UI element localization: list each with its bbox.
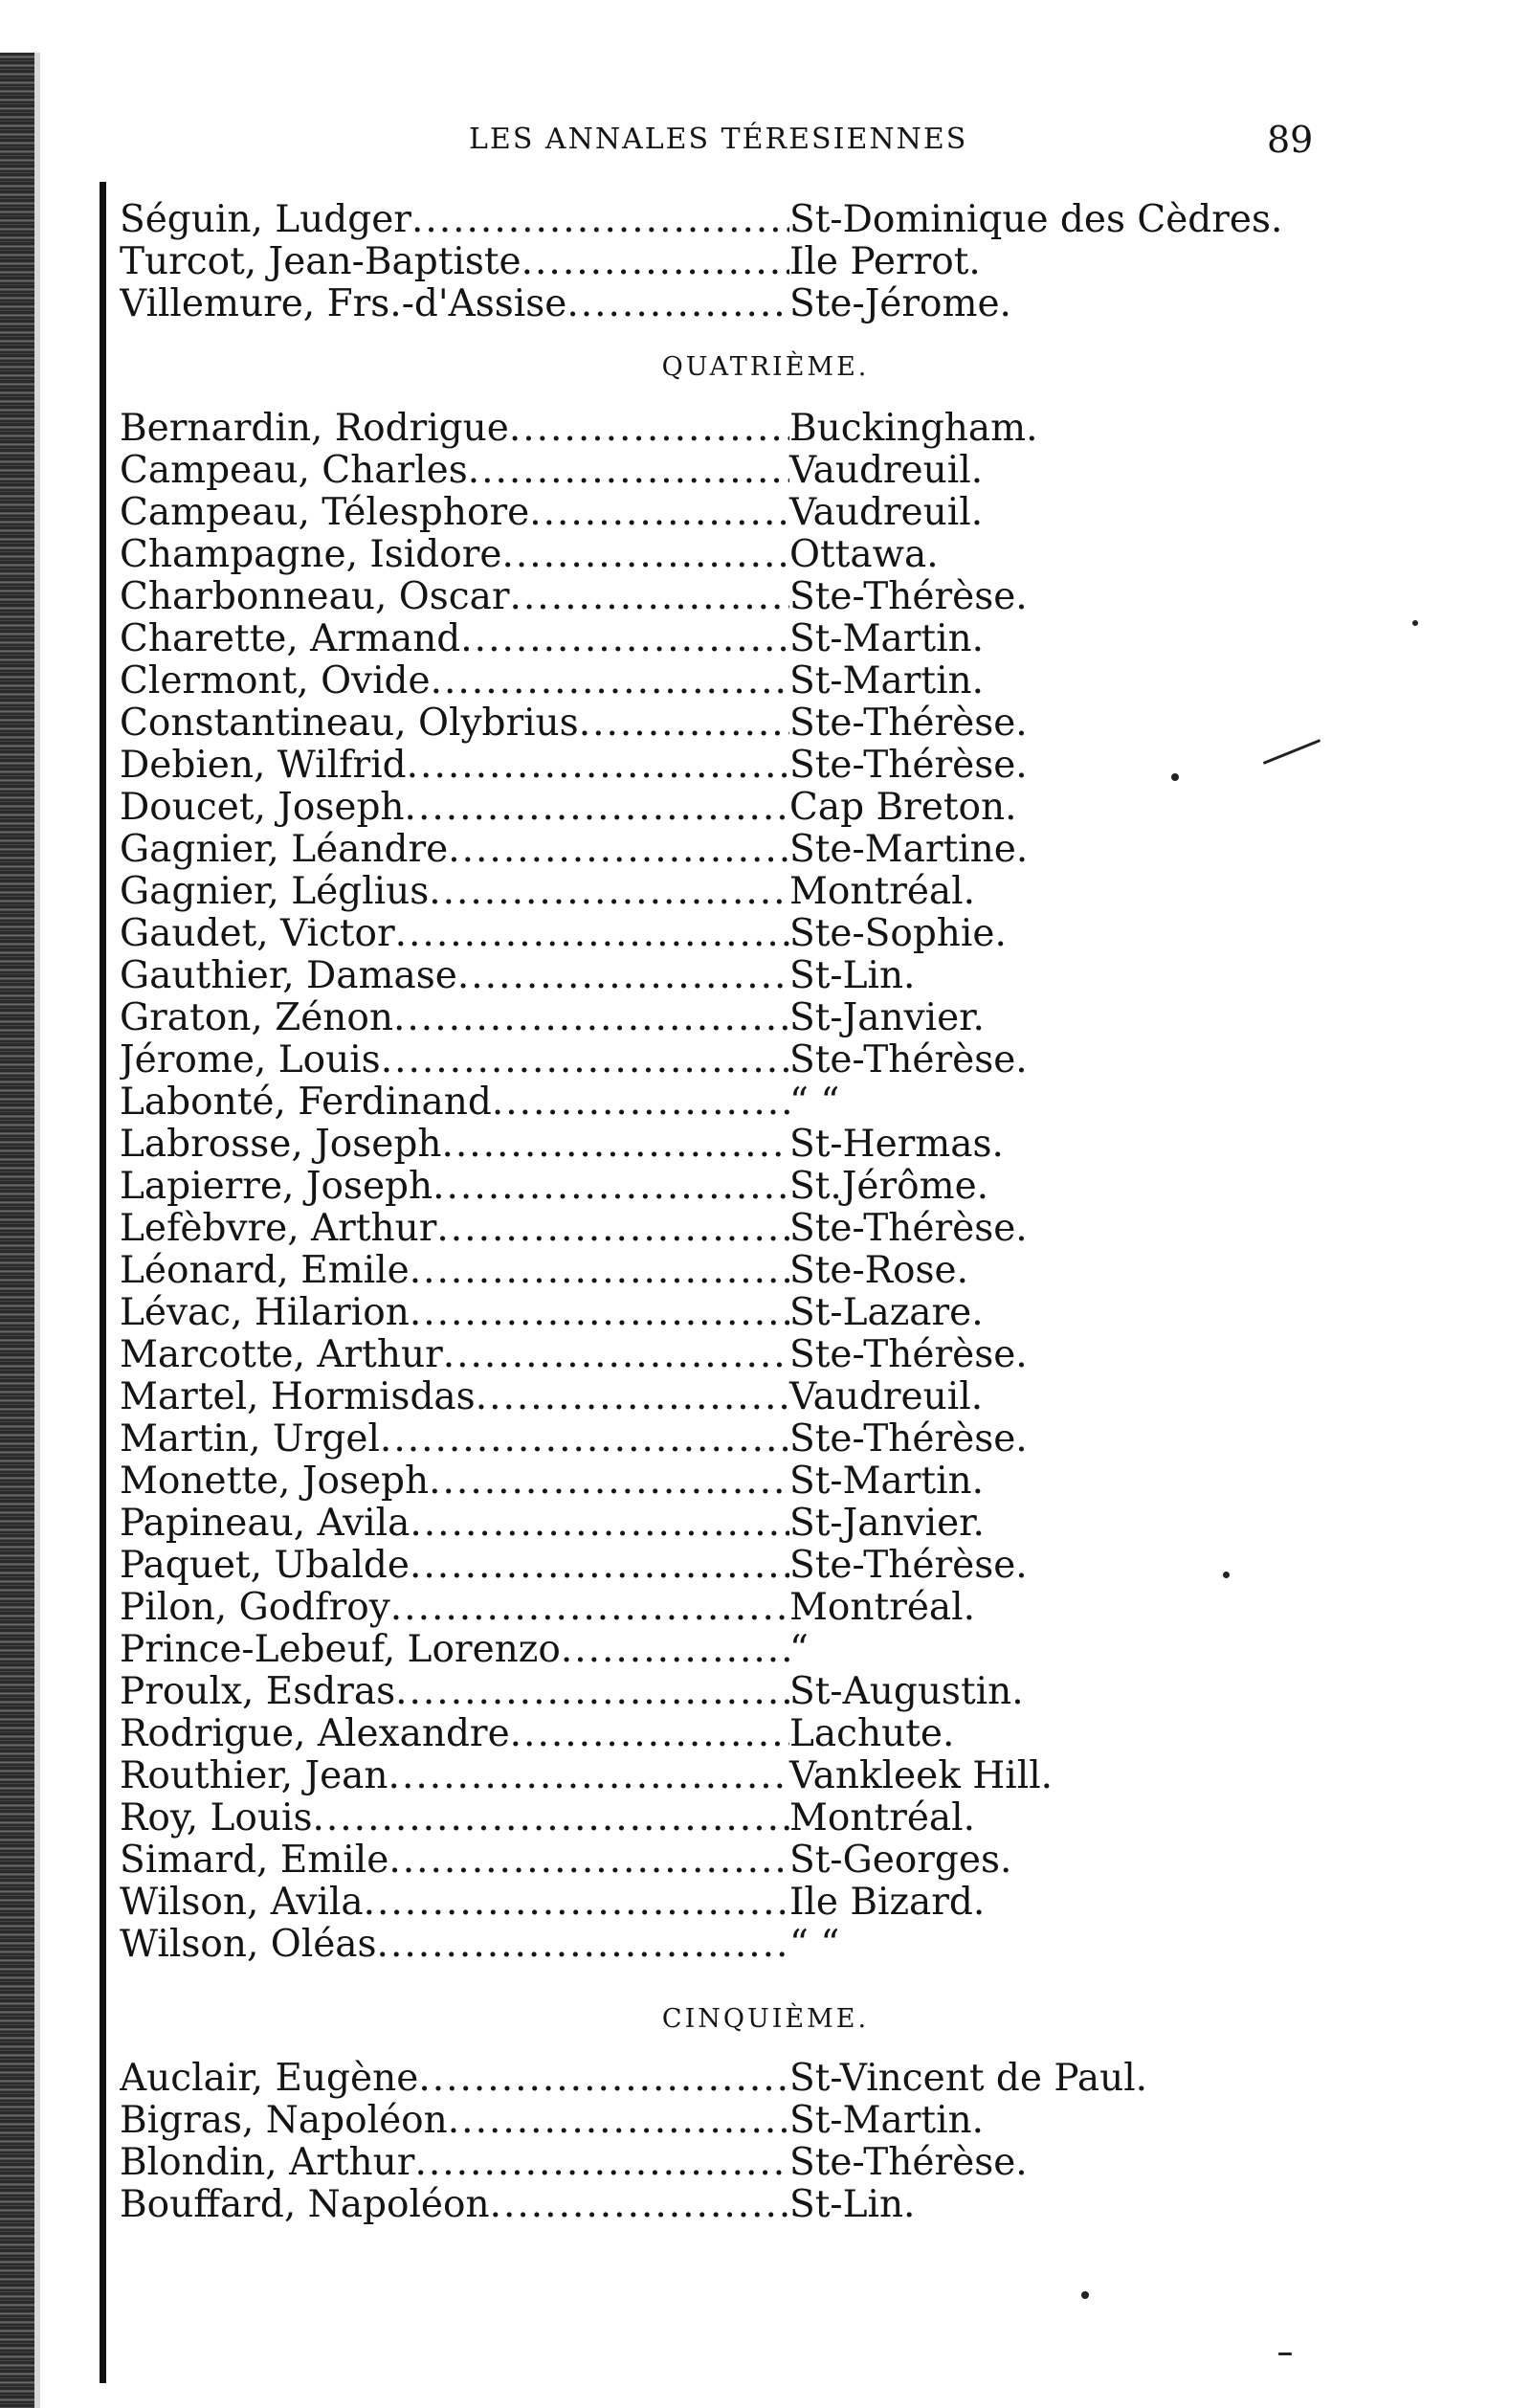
print-speck (1412, 620, 1418, 626)
student-name: Graton, Zénon (120, 997, 394, 1039)
hometown: Ste-Rose. (789, 1249, 968, 1292)
list-item (120, 702, 1364, 745)
hometown: St-Lazare. (789, 1291, 984, 1334)
list-item (120, 1713, 1364, 1755)
student-name: Monette, Joseph (120, 1460, 430, 1503)
student-name: Campeau, Télesphore (120, 492, 530, 534)
list-item (120, 997, 1364, 1039)
dot-leader (457, 955, 789, 997)
dot-leader (492, 1081, 789, 1124)
dot-leader (364, 1882, 789, 1924)
dot-leader (380, 1418, 789, 1460)
hometown: Ste-Jérome. (789, 282, 1011, 325)
dot-leader (436, 1208, 789, 1250)
student-name: Wilson, Avila (120, 1882, 364, 1924)
student-name: Labrosse, Joseph (120, 1124, 442, 1166)
student-name: Clermont, Ovide (120, 660, 431, 702)
hometown: Ste-Thérèse. (789, 702, 1028, 745)
list-item (120, 1250, 1364, 1292)
student-name: Gagnier, Léandre (120, 829, 449, 871)
hometown: Montréal. (789, 1586, 976, 1629)
hometown: Lachute. (789, 1712, 955, 1755)
hometown: Cap Breton. (789, 786, 1017, 829)
list-item (120, 450, 1364, 492)
student-name-cell (120, 241, 789, 283)
hometown: Ottawa. (789, 533, 939, 576)
student-name: Charbonneau, Oscar (120, 576, 510, 618)
list-item (120, 2058, 1364, 2100)
student-name: Lapierre, Joseph (120, 1166, 433, 1208)
student-name-cell (120, 1882, 789, 1924)
list-item (120, 534, 1364, 576)
student-name-cell (120, 492, 789, 534)
list-item (120, 241, 1364, 283)
student-name: Champagne, Isidore (120, 534, 502, 576)
print-speck (1171, 773, 1179, 781)
list-item (120, 1208, 1364, 1250)
student-name-cell (120, 199, 789, 241)
dot-leader (395, 1671, 789, 1713)
student-name: Marcotte, Arthur (120, 1334, 443, 1376)
hometown: St-Janvier. (789, 1502, 985, 1545)
student-name-cell (120, 871, 789, 913)
list-item (120, 1124, 1364, 1166)
student-name: Gauthier, Damase (120, 955, 457, 997)
list-item (120, 1629, 1364, 1671)
student-name: Lefèbvre, Arthur (120, 1208, 437, 1250)
hometown: St-Janvier. (789, 996, 985, 1039)
hometown: “ (789, 1628, 809, 1671)
student-name-cell (120, 1081, 789, 1124)
left-margin-rule (100, 182, 106, 2383)
list-item (120, 1545, 1364, 1587)
hometown: Vaudreuil. (789, 491, 984, 534)
student-name: Campeau, Charles (120, 450, 468, 492)
list-item (120, 1376, 1364, 1418)
hometown: Buckingham. (789, 407, 1038, 450)
dot-leader (410, 1545, 789, 1587)
list-item (120, 1587, 1364, 1629)
print-speck (1278, 2352, 1292, 2355)
student-name-cell (120, 1334, 789, 1376)
list-item (120, 283, 1364, 325)
student-name-cell (120, 2142, 789, 2184)
section-heading-cinquieme: CINQUIÈME. (661, 2004, 870, 2034)
section-heading-quatrieme: QUATRIÈME. (661, 352, 870, 382)
hometown: Vaudreuil. (789, 1375, 984, 1418)
dot-leader (388, 1755, 789, 1797)
dot-leader (501, 534, 789, 576)
student-name: Constantineau, Olybrius (120, 702, 579, 745)
dot-leader (509, 408, 789, 450)
entries-continued (120, 199, 1364, 325)
student-name: Blondin, Arthur (120, 2142, 415, 2184)
dot-leader (448, 2100, 789, 2142)
student-name-cell (120, 1713, 789, 1755)
running-title: LES ANNALES TÉRESIENNES (469, 123, 968, 156)
student-name: Séguin, Ludger (120, 199, 411, 241)
student-name-cell (120, 1797, 789, 1839)
student-name-cell (120, 1460, 789, 1503)
list-item (120, 199, 1364, 241)
student-name-cell (120, 702, 789, 745)
student-name-cell (120, 1208, 789, 1250)
list-item (120, 660, 1364, 702)
dot-leader (443, 1334, 789, 1376)
student-name-cell (120, 408, 789, 450)
dot-leader (411, 199, 789, 241)
list-item (120, 1460, 1364, 1503)
student-name: Doucet, Joseph (120, 787, 405, 829)
hometown: Ste-Thérèse. (789, 1038, 1028, 1081)
hometown: St-Hermas. (789, 1123, 1004, 1166)
student-name-cell (120, 745, 789, 787)
list-item (120, 1166, 1364, 1208)
dot-leader (431, 660, 789, 702)
hometown: “ “ (789, 1081, 840, 1124)
student-name: Pilon, Godfroy (120, 1587, 390, 1629)
student-name: Routhier, Jean (120, 1755, 388, 1797)
hometown: St-Lin. (789, 954, 916, 997)
student-name-cell (120, 2058, 789, 2100)
list-item (120, 1039, 1364, 1081)
dot-leader (521, 241, 789, 283)
dot-leader (390, 1587, 789, 1629)
dot-leader (410, 1292, 789, 1334)
student-name: Bouffard, Napoléon (120, 2184, 490, 2226)
dot-leader (410, 1250, 789, 1292)
page-number: 89 (1267, 119, 1314, 161)
student-name-cell (120, 1545, 789, 1587)
hometown: St-Augustin. (789, 1670, 1024, 1713)
student-name: Lévac, Hilarion (120, 1292, 410, 1334)
student-name-cell (120, 1250, 789, 1292)
student-name-cell (120, 1839, 789, 1882)
student-name: Bernardin, Rodrigue (120, 408, 509, 450)
list-item (120, 871, 1364, 913)
hometown: Ste-Thérèse. (789, 1417, 1028, 1460)
dot-leader (448, 829, 789, 871)
hometown: St-Martin. (789, 2099, 985, 2142)
student-name-cell (120, 1587, 789, 1629)
dot-leader (529, 492, 789, 534)
hometown: St-Lin. (789, 2183, 916, 2226)
dot-leader (418, 2058, 789, 2100)
student-name-cell (120, 2184, 789, 2226)
hometown: Ste-Thérèse. (789, 744, 1028, 787)
student-name: Papineau, Avila (120, 1503, 410, 1545)
dot-leader (312, 1797, 789, 1839)
student-name-cell (120, 2100, 789, 2142)
list-item (120, 1334, 1364, 1376)
hometown: Montréal. (789, 870, 976, 913)
dot-leader (381, 1039, 789, 1081)
student-name-cell (120, 955, 789, 997)
list-item (120, 1671, 1364, 1713)
student-name-cell (120, 660, 789, 702)
dot-leader (460, 618, 789, 660)
hometown: St.Jérôme. (789, 1165, 989, 1208)
student-name-cell (120, 618, 789, 660)
hometown: Ste-Martine. (789, 828, 1029, 871)
list-item (120, 1755, 1364, 1797)
student-name: Simard, Emile (120, 1839, 389, 1882)
dot-leader (441, 1124, 789, 1166)
page-binding-shadow (34, 53, 40, 2408)
student-name-cell (120, 1418, 789, 1460)
list-item (120, 829, 1364, 871)
student-name-cell (120, 283, 789, 325)
list-item (120, 576, 1364, 618)
student-name-cell (120, 1124, 789, 1166)
student-name-cell (120, 534, 789, 576)
student-name: Martel, Hormisdas (120, 1376, 476, 1418)
student-name: Léonard, Emile (120, 1250, 410, 1292)
student-name: Wilson, Oléas (120, 1924, 377, 1966)
hometown: St-Georges. (789, 1839, 1012, 1882)
list-item (120, 1081, 1364, 1124)
list-item (120, 913, 1364, 955)
dot-leader (407, 745, 789, 787)
student-name-cell (120, 1503, 789, 1545)
dot-leader (510, 1713, 789, 1755)
list-item (120, 618, 1364, 660)
student-name-cell (120, 1755, 789, 1797)
list-item (120, 408, 1364, 450)
hometown: Montréal. (789, 1796, 976, 1839)
hometown: Ile Perrot. (789, 240, 981, 283)
list-item (120, 1839, 1364, 1882)
hometown: Ste-Thérèse. (789, 2141, 1028, 2184)
hometown: St-Martin. (789, 1460, 985, 1503)
entries-cinquieme (120, 2058, 1364, 2226)
hometown: St-Martin. (789, 617, 985, 660)
list-item (120, 1292, 1364, 1334)
list-item (120, 2100, 1364, 2142)
student-name: Paquet, Ubalde (120, 1545, 410, 1587)
student-name-cell (120, 1671, 789, 1713)
student-name: Labonté, Ferdinand (120, 1081, 492, 1124)
student-name: Charette, Armand (120, 618, 461, 660)
student-name: Prince-Lebeuf, Lorenzo (120, 1629, 561, 1671)
hometown: St-Dominique des Cèdres. (789, 198, 1283, 241)
student-name: Turcot, Jean-Baptiste (120, 241, 521, 283)
dot-leader (395, 913, 789, 955)
student-name-cell (120, 1376, 789, 1418)
dot-leader (429, 871, 789, 913)
dot-leader (433, 1166, 789, 1208)
student-name-cell (120, 1039, 789, 1081)
print-speck (1081, 2291, 1089, 2299)
dot-leader (579, 702, 789, 745)
hometown: Ste-Thérèse. (789, 575, 1028, 618)
list-item (120, 787, 1364, 829)
dot-leader (510, 576, 789, 618)
dot-leader (561, 1629, 789, 1671)
dot-leader (410, 1503, 789, 1545)
list-item (120, 2184, 1364, 2226)
student-name-cell (120, 1166, 789, 1208)
student-name-cell (120, 450, 789, 492)
hometown: Vankleek Hill. (789, 1754, 1054, 1797)
student-name: Auclair, Eugène (120, 2058, 419, 2100)
dot-leader (377, 1924, 789, 1966)
dot-leader (468, 450, 789, 492)
hometown: Ile Bizard. (789, 1881, 986, 1924)
student-name: Rodrigue, Alexandre (120, 1713, 510, 1755)
hometown: Vaudreuil. (789, 449, 984, 492)
hometown: St-Martin. (789, 659, 985, 702)
print-speck (1223, 1572, 1230, 1578)
student-name-cell (120, 1924, 789, 1966)
student-name: Debien, Wilfrid (120, 745, 407, 787)
student-name-cell (120, 576, 789, 618)
student-name: Proulx, Esdras (120, 1671, 396, 1713)
list-item (120, 1418, 1364, 1460)
student-name: Villemure, Frs.-d'Assise (120, 283, 567, 325)
page-binding-edge (0, 53, 34, 2408)
hometown: “ “ (789, 1923, 840, 1966)
student-name: Gagnier, Léglius (120, 871, 430, 913)
list-item (120, 955, 1364, 997)
entries-quatrieme (120, 408, 1364, 1966)
dot-leader (388, 1839, 789, 1882)
hometown: Ste-Thérèse. (789, 1333, 1028, 1376)
dot-leader (566, 283, 789, 325)
student-name-cell (120, 997, 789, 1039)
student-name: Roy, Louis (120, 1797, 313, 1839)
student-name: Gaudet, Victor (120, 913, 395, 955)
page-header (0, 119, 1531, 161)
student-name-cell (120, 1292, 789, 1334)
list-item (120, 1797, 1364, 1839)
list-item (120, 1882, 1364, 1924)
dot-leader (476, 1376, 789, 1418)
dot-leader (490, 2184, 789, 2226)
list-item (120, 1924, 1364, 1966)
list-item (120, 2142, 1364, 2184)
dot-leader (405, 787, 789, 829)
hometown: Ste-Sophie. (789, 912, 1007, 955)
student-name-cell (120, 829, 789, 871)
hometown: Ste-Thérèse. (789, 1544, 1028, 1587)
student-name-cell (120, 787, 789, 829)
dot-leader (429, 1460, 789, 1503)
student-name-cell (120, 913, 789, 955)
student-name: Jérome, Louis (120, 1039, 381, 1081)
list-item (120, 492, 1364, 534)
list-item (120, 1503, 1364, 1545)
hometown: Ste-Thérèse. (789, 1207, 1028, 1250)
dot-leader (414, 2142, 789, 2184)
student-name-cell (120, 1629, 789, 1671)
dot-leader (393, 997, 789, 1039)
hometown: St-Vincent de Paul. (789, 2057, 1148, 2100)
student-name: Bigras, Napoléon (120, 2100, 448, 2142)
student-name: Martin, Urgel (120, 1418, 380, 1460)
